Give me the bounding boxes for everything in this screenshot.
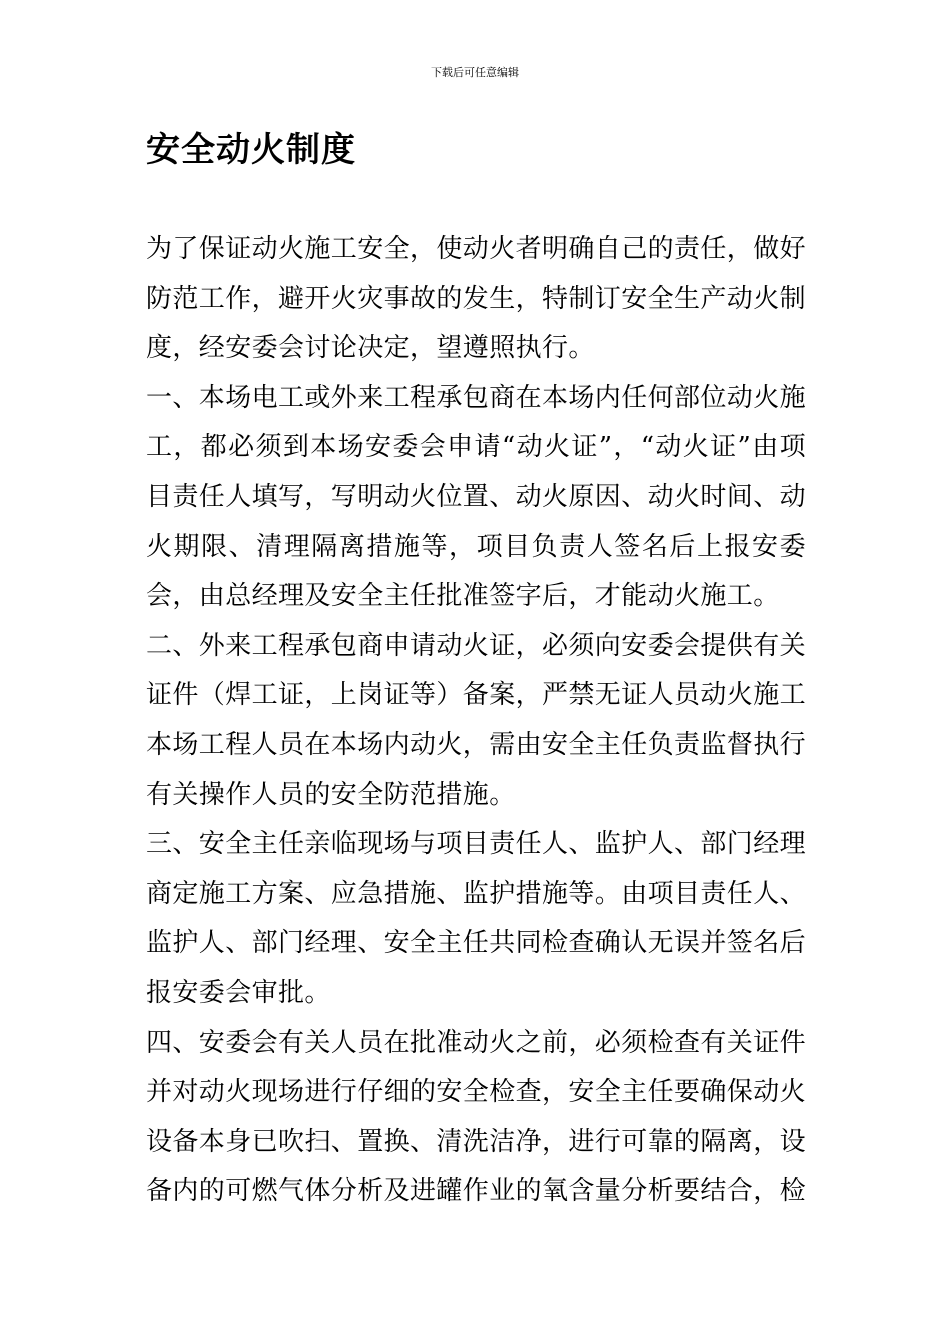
document-body (146, 225, 806, 1217)
clause-4-paragraph: 四、安委会有关人员在批准动火之前，必须检查有关证件并对动火现场进行仔细的安全检查，安全主任要确保动火设备本身已吹扫、置换、清洗洁净，进行可靠的隔离，设备内的可燃气体分析及进罐作业的氧含量分析要结合，检 (146, 1027, 807, 1207)
document-title: 安全动火制度 (146, 130, 356, 170)
clause-3-paragraph: 三、安全主任亲临现场与项目责任人、监护人、部门经理商定施工方案、应急措施、监护措施等。由项目责任人、监护人、部门经理、安全主任共同检查确认无误并签名后报安委会审批。 (146, 829, 807, 1008)
intro-paragraph: 为了保证动火施工安全，使动火者明确自己的责任，做好防范工作，避开火灾事故的发生，特制订安全生产动火制度，经安委会讨论决定，望遵照执行。 (146, 234, 807, 364)
header-note: 下载后可任意编辑 (431, 66, 519, 79)
clause-1-paragraph: 一、本场电工或外来工程承包商在本场内任何部位动火施工，都必须到本场安委会申请“动火证”，“动火证”由项目责任人填写，写明动火位置、动火原因、动火时间、动火期限、清理隔离措施等，项目负责人签名后上报安委会，由总经理及安全主任批准签字后，才能动火施工。 (146, 382, 807, 612)
clause-2-paragraph: 二、外来工程承包商申请动火证，必须向安委会提供有关证件（焊工证，上岗证等）备案，严禁无证人员动火施工本场工程人员在本场内动火，需由安全主任负责监督执行有关操作人员的安全防范措施。 (146, 630, 807, 810)
